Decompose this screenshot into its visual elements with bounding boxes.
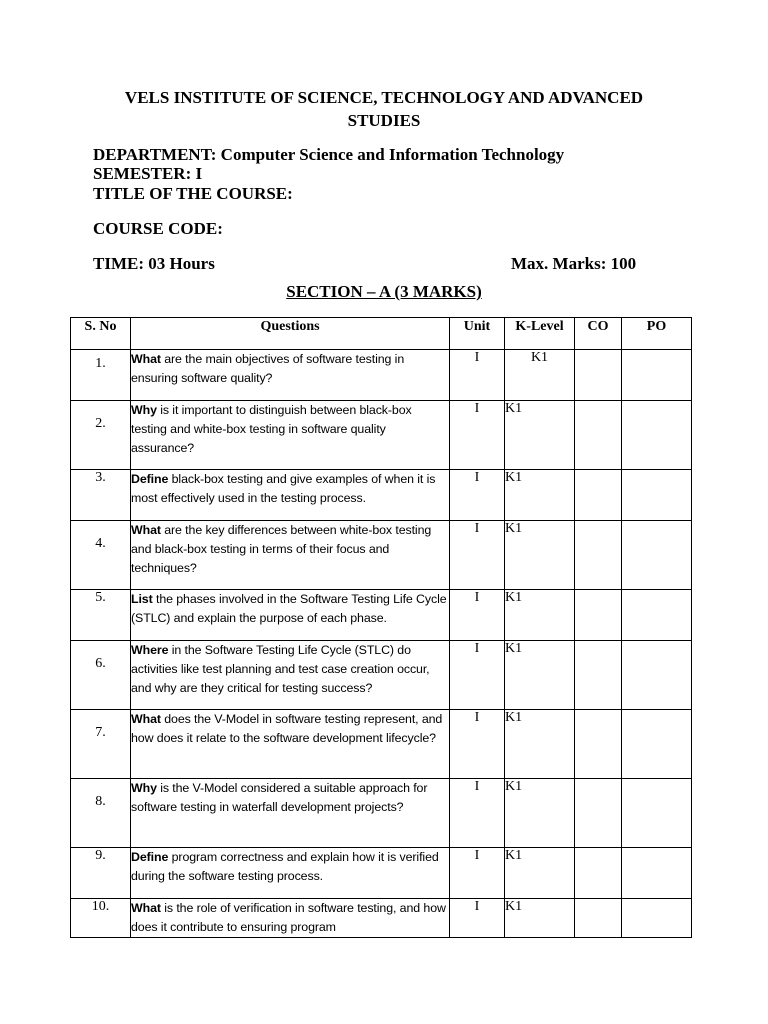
header-sno: S. No	[71, 318, 131, 350]
row-sno: 7.	[71, 710, 131, 779]
row-klevel: K1	[505, 470, 575, 521]
question-keyword: Why	[131, 781, 157, 795]
row-question	[131, 710, 450, 779]
row-unit: I	[450, 710, 505, 779]
questions-table	[70, 317, 692, 938]
section-title: SECTION – A (3 MARKS)	[286, 282, 482, 301]
question-text: is it important to distinguish between black-box testing and white-box testing in software quality assurance?	[131, 403, 412, 455]
table-row	[71, 470, 692, 521]
row-klevel: K1	[505, 590, 575, 641]
header-co: CO	[575, 318, 622, 350]
row-sno: 5.	[71, 590, 131, 641]
semester-line: SEMESTER: I	[93, 164, 203, 183]
row-sno: 2.	[71, 401, 131, 470]
row-sno: 9.	[71, 848, 131, 899]
row-unit: I	[450, 401, 505, 470]
row-co	[575, 641, 622, 710]
question-keyword: What	[131, 352, 161, 366]
department-line: DEPARTMENT: Computer Science and Information Technology	[93, 145, 565, 164]
table-row	[71, 710, 692, 779]
row-po	[622, 710, 692, 779]
table-row	[71, 350, 692, 401]
row-po	[622, 470, 692, 521]
row-co	[575, 848, 622, 899]
table-header-row	[71, 318, 692, 350]
table-row	[71, 521, 692, 590]
row-question	[131, 899, 450, 938]
row-co	[575, 470, 622, 521]
row-question	[131, 350, 450, 401]
row-klevel: K1	[505, 350, 575, 401]
row-unit: I	[450, 779, 505, 848]
table-row	[71, 641, 692, 710]
row-klevel: K1	[505, 521, 575, 590]
row-co	[575, 521, 622, 590]
institute-name-line2: STUDIES	[347, 111, 421, 130]
question-keyword: Define	[131, 850, 169, 864]
question-text: is the role of verification in software testing, and how does it contribute to ensuring program	[131, 901, 446, 934]
row-sno: 1.	[71, 350, 131, 401]
row-question	[131, 590, 450, 641]
question-text: program correctness and explain how it is verified during the software testing process.	[131, 850, 439, 883]
course-code-line: COURSE CODE:	[93, 219, 223, 238]
question-keyword: Why	[131, 403, 157, 417]
question-keyword: List	[131, 592, 153, 606]
row-unit: I	[450, 521, 505, 590]
row-po	[622, 899, 692, 938]
header-questions: Questions	[131, 318, 450, 350]
row-co	[575, 710, 622, 779]
row-co	[575, 350, 622, 401]
row-co	[575, 590, 622, 641]
row-klevel: K1	[505, 641, 575, 710]
table-row	[71, 899, 692, 938]
row-question	[131, 401, 450, 470]
row-unit: I	[450, 590, 505, 641]
row-po	[622, 401, 692, 470]
table-row	[71, 401, 692, 470]
table-row	[71, 848, 692, 899]
row-po	[622, 521, 692, 590]
row-klevel: K1	[505, 779, 575, 848]
row-unit: I	[450, 350, 505, 401]
row-sno: 8.	[71, 779, 131, 848]
question-text: the phases involved in the Software Testing Life Cycle (STLC) and explain the purpose of each phase.	[131, 592, 447, 625]
row-unit: I	[450, 641, 505, 710]
question-text: in the Software Testing Life Cycle (STLC) do activities like test planning and test case creation occur, and why are they critical for testing success?	[131, 643, 430, 695]
course-title-line: TITLE OF THE COURSE:	[93, 184, 293, 203]
row-po	[622, 350, 692, 401]
institute-name	[90, 86, 678, 132]
row-unit: I	[450, 899, 505, 938]
row-klevel: K1	[505, 899, 575, 938]
question-keyword: What	[131, 712, 161, 726]
institute-name-line1: VELS INSTITUTE OF SCIENCE, TECHNOLOGY AND ADVANCED	[124, 88, 644, 107]
row-unit: I	[450, 470, 505, 521]
row-klevel: K1	[505, 710, 575, 779]
question-text: are the key differences between white-box testing and black-box testing in terms of their focus and techniques?	[131, 523, 432, 575]
row-question	[131, 779, 450, 848]
header-po: PO	[622, 318, 692, 350]
row-sno: 10.	[71, 899, 131, 938]
row-sno: 4.	[71, 521, 131, 590]
question-text: are the main objectives of software testing in ensuring software quality?	[131, 352, 405, 385]
row-po	[622, 779, 692, 848]
row-question	[131, 848, 450, 899]
max-marks-line: Max. Marks: 100	[511, 254, 637, 273]
time-line: TIME: 03 Hours	[93, 254, 215, 273]
row-question	[131, 521, 450, 590]
row-klevel: K1	[505, 401, 575, 470]
question-text: black-box testing and give examples of when it is most effectively used in the testing process.	[131, 472, 436, 505]
row-po	[622, 590, 692, 641]
question-keyword: Where	[131, 643, 169, 657]
row-co	[575, 401, 622, 470]
row-klevel: K1	[505, 848, 575, 899]
row-co	[575, 779, 622, 848]
row-question	[131, 641, 450, 710]
table-row	[71, 779, 692, 848]
question-keyword: Define	[131, 472, 169, 486]
row-po	[622, 641, 692, 710]
row-co	[575, 899, 622, 938]
question-keyword: What	[131, 901, 161, 915]
header-klevel: K-Level	[505, 318, 575, 350]
row-po	[622, 848, 692, 899]
row-unit: I	[450, 848, 505, 899]
row-sno: 3.	[71, 470, 131, 521]
row-question	[131, 470, 450, 521]
question-text: does the V-Model in software testing represent, and how does it relate to the software development lifecycle?	[131, 712, 443, 745]
row-sno: 6.	[71, 641, 131, 710]
question-keyword: What	[131, 523, 161, 537]
table-row	[71, 590, 692, 641]
header-unit: Unit	[450, 318, 505, 350]
question-text: is the V-Model considered a suitable approach for software testing in waterfall development projects?	[131, 781, 428, 814]
